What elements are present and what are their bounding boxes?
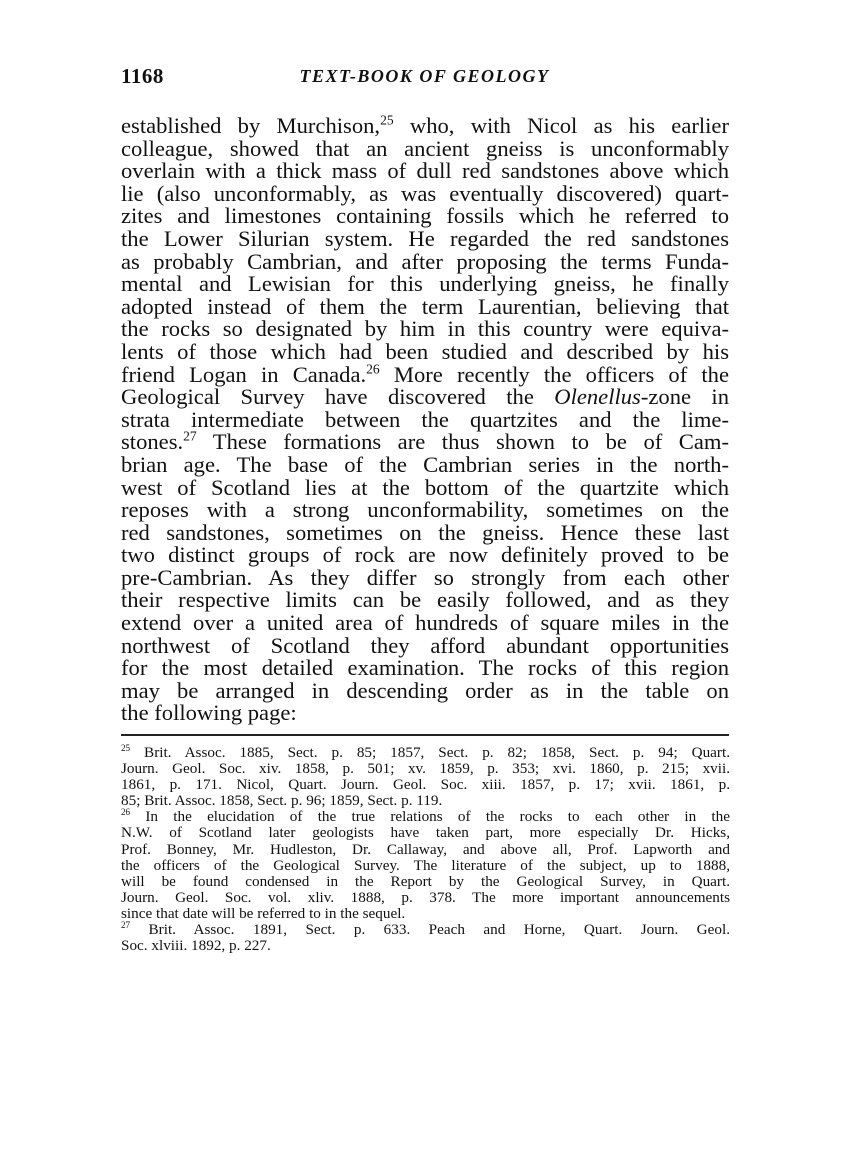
body-line: lie (also unconformably, as was eventually discovered) quart- (121, 180, 729, 206)
body-line: may be arranged in descending order as in the table on (121, 677, 729, 703)
footnote-ref: 26 (366, 361, 380, 376)
body-line: their respective limits can be easily followed, and as they (121, 587, 729, 613)
body-line: Geological Survey have discovered the Olenellus-zone in (121, 384, 729, 410)
footnote-marker: 26 (121, 807, 131, 818)
genus-name: Olenellus (554, 384, 641, 410)
body-line: northwest of Scotland they afford abundant opportunities (121, 632, 729, 658)
footnote-ref: 27 (183, 428, 197, 444)
footnote-line: Journ. Geol. Soc. xiv. 1858, p. 501; xv. 1859, p. 353; xvi. 1860, p. 215; xvii. (121, 760, 730, 778)
body-line: extend over a united area of hundreds of square miles in the (121, 610, 729, 636)
footnote-line: $^{27}$ Brit. Assoc. 1891, Sect. p. 633. Peach and Horne, Quart. Journ. Geol. (121, 919, 730, 939)
footnote-line: the officers of the Geological Survey. The literature of the subject, up to 1888, (121, 856, 730, 874)
body-line: as probably Cambrian, and after proposing the terms Funda- (121, 248, 729, 274)
footnote-marker: 25 (121, 742, 131, 753)
footnote-line: 1861, p. 171. Nicol, Quart. Journ. Geol. Soc. xiii. 1857, p. 17; xvii. 1861, p. (121, 776, 730, 794)
body-line: friend Logan in Canada.$^{26}$ More recently the officers of the (121, 361, 729, 387)
body-line: colleague, showed that an ancient gneiss is unconformably (121, 135, 729, 161)
footnote-line: $^{25}$ Brit. Assoc. 1885, Sect. p. 85; 1857, Sect. p. 82; 1858, Sect. p. 94; Quart. (121, 742, 730, 761)
body-line: red sandstones, sometimes on the gneiss. Hence these last (121, 519, 729, 545)
body-paragraph (121, 112, 729, 726)
body-line: established by Murchison,$^{25}$ who, with Nicol as his earlier (121, 112, 729, 138)
footnote-line: 85; Brit. Assoc. 1858, Sect. p. 96; 1859, Sect. p. 119. (121, 792, 443, 810)
footnote-line: N.W. of Scotland later geologists have taken part, more especially Dr. Hicks, (121, 824, 730, 842)
footnote-line: Journ. Geol. Soc. vol. xliv. 1888, p. 378. The more important announcements (121, 888, 730, 906)
footnotes (121, 742, 730, 955)
body-line: the following page: (121, 700, 297, 726)
body-line: two distinct groups of rock are now definitely proved to be (121, 542, 729, 568)
body-line: the Lower Silurian system. He regarded the red sandstones (121, 225, 729, 251)
body-line: zites and limestones containing fossils which he referred to (121, 203, 729, 229)
footnote-marker: 27 (121, 919, 131, 930)
body-line: overlain with a thick mass of dull red sandstones above which (121, 158, 729, 184)
body-line: reposes with a strong unconformability, sometimes on the (121, 497, 729, 523)
body-line: west of Scotland lies at the bottom of the quartzite which (121, 474, 729, 500)
body-line: pre-Cambrian. As they differ so strongly from each other (121, 564, 729, 590)
body-line: lents of those which had been studied and described by his (121, 338, 729, 364)
footnote-ref: 25 (380, 112, 394, 128)
footnote-line: will be found condensed in the Report by the Geological Survey, in Quart. (121, 872, 730, 890)
footnote-line: Prof. Bonney, Mr. Hudleston, Dr. Callaway, and above all, Prof. Lapworth and (121, 840, 730, 858)
body-line: adopted instead of them the term Laurentian, believing that (121, 293, 729, 319)
running-title: TEXT-BOOK OF GEOLOGY (299, 66, 550, 86)
body-line: for the most detailed examination. The rocks of this region (121, 655, 729, 681)
body-line: stones.$^{27}$ These formations are thus shown to be of Cam- (121, 428, 729, 455)
footnote-line: Soc. xlviii. 1892, p. 227. (121, 937, 271, 955)
footnote-line: since that date will be referred to in the sequel. (121, 904, 406, 922)
page-header (121, 64, 728, 94)
body-line: strata intermediate between the quartzites and the lime- (121, 406, 729, 432)
body-line: the rocks so designated by him in this country were equiva- (121, 316, 729, 342)
footnote-divider (121, 734, 729, 736)
body-line: brian age. The base of the Cambrian series in the north- (121, 451, 729, 477)
footnote-line: $^{26}$ In the elucidation of the true relations of the rocks to each other in the (121, 807, 730, 826)
body-line: mental and Lewisian for this underlying gneiss, he finally (121, 271, 729, 297)
page-number: 1168 (121, 64, 164, 88)
